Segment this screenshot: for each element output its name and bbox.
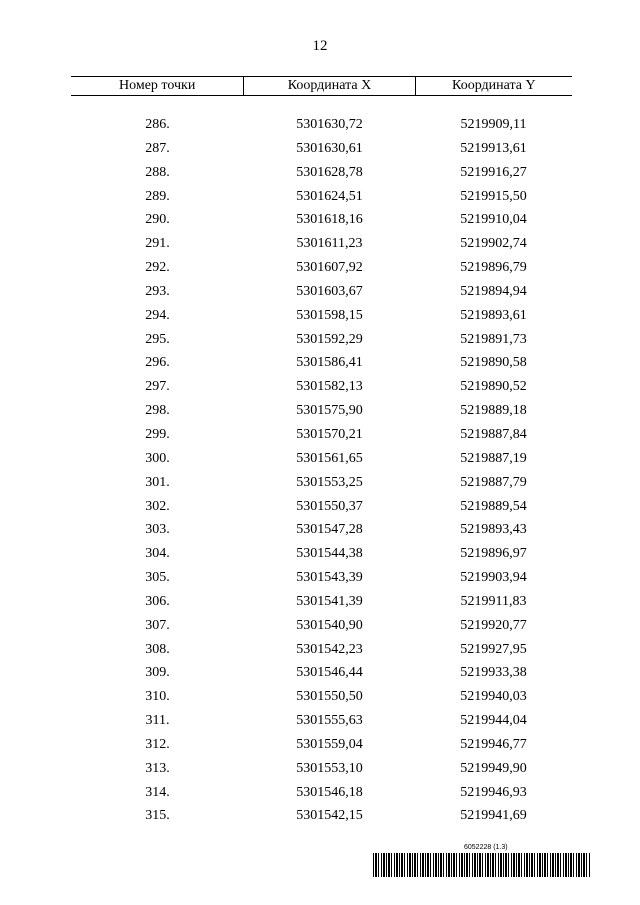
table-row [71,423,572,447]
coordinate-y-cell: 5219915,50 [460,188,527,204]
point-number-cell: 311. [145,713,170,729]
coordinate-x-cell: 5301592,29 [296,331,363,347]
document-code: 6052228 (1.3) [464,844,508,851]
coordinate-y-cell: 5219903,94 [460,570,527,586]
table-row [71,614,572,638]
coordinate-y-cell: 5219940,03 [460,689,527,705]
coordinate-y-cell: 5219891,73 [460,331,527,347]
table-row [71,399,572,423]
document-footer [373,844,591,878]
coordinate-y-cell: 5219927,95 [460,641,527,657]
table-body [71,96,572,828]
coordinate-x-cell: 5301598,15 [296,307,363,323]
table-row [71,137,572,161]
coordinate-y-cell: 5219916,27 [460,164,527,180]
coordinate-y-cell: 5219946,77 [460,736,527,752]
point-number-cell: 308. [145,641,170,657]
coordinate-x-cell: 5301550,50 [296,689,363,705]
point-number-cell: 309. [145,665,170,681]
coordinate-y-cell: 5219887,19 [460,450,527,466]
table-row [71,328,572,352]
coordinate-y-cell: 5219890,52 [460,379,527,395]
point-number-cell: 300. [145,450,170,466]
point-number-cell: 291. [145,236,170,252]
coordinate-y-cell: 5219889,54 [460,498,527,514]
point-number-cell: 306. [145,593,170,609]
table-row [71,256,572,280]
coordinate-x-cell: 5301570,21 [296,426,363,442]
table-row [71,661,572,685]
coordinate-y-cell: 5219933,38 [460,665,527,681]
coordinate-x-cell: 5301630,61 [296,140,363,156]
coordinate-x-cell: 5301547,28 [296,522,363,538]
point-number-cell: 313. [145,760,170,776]
coordinate-x-cell: 5301553,10 [296,760,363,776]
table-row [71,757,572,781]
point-number-cell: 301. [145,474,170,490]
coordinate-y-cell: 5219946,93 [460,784,527,800]
point-number-cell: 296. [145,355,170,371]
coordinate-x-cell: 5301544,38 [296,546,363,562]
coordinate-y-cell: 5219909,11 [460,117,527,132]
coordinate-x-cell: 5301559,04 [296,736,363,752]
point-number-cell: 310. [145,689,170,705]
table-row [71,781,572,805]
point-number-cell: 298. [145,403,170,419]
point-number-cell: 312. [145,736,170,752]
coordinate-y-cell: 5219913,61 [460,140,527,156]
coordinate-x-cell: 5301553,25 [296,474,363,490]
coordinate-y-cell: 5219893,43 [460,522,527,538]
header-coordinate-x: Координата X [243,77,414,95]
point-number-cell: 302. [145,498,170,514]
header-point-number: Номер точки [118,78,196,93]
coordinate-y-cell: 5219944,04 [460,713,527,729]
point-number-cell: 303. [145,522,170,538]
table-row [71,733,572,757]
coordinate-x-cell: 5301611,23 [296,236,363,252]
coordinate-x-cell: 5301546,18 [296,784,363,800]
point-number-cell: 295. [145,331,170,347]
coordinate-y-cell: 5219920,77 [460,617,527,633]
coordinate-x-cell: 5301618,16 [296,212,363,228]
coordinate-x-cell: 5301586,41 [296,355,363,371]
coordinate-y-cell: 5219896,97 [460,546,527,562]
coordinate-y-cell: 5219896,79 [460,260,527,276]
coordinate-y-cell: 5219889,18 [460,403,527,419]
point-number-cell: 293. [145,283,170,299]
page-number: 12 [312,38,328,54]
point-number-cell: 288. [145,164,170,180]
coordinate-y-cell: 5219902,74 [460,236,527,252]
coordinate-x-cell: 5301546,44 [296,665,363,681]
table-row [71,161,572,185]
table-row [71,685,572,709]
coordinate-y-cell: 5219887,84 [460,426,527,442]
coordinate-x-cell: 5301550,37 [296,498,363,514]
coordinate-y-cell: 5219949,90 [460,760,527,776]
point-number-cell: 305. [145,570,170,586]
coordinate-x-cell: 5301624,51 [296,188,363,204]
coordinate-x-cell: 5301542,23 [296,641,363,657]
coordinate-x-cell: 5301630,72 [296,117,363,132]
coordinate-y-cell: 5219893,61 [460,307,527,323]
coordinates-table [71,76,572,828]
point-number-cell: 307. [145,617,170,633]
table-row [71,542,572,566]
table-row [71,804,572,828]
point-number-cell: 304. [145,546,170,562]
coordinate-x-cell: 5301628,78 [296,164,363,180]
table-row [71,566,572,590]
table-header [71,76,572,96]
coordinate-x-cell: 5301542,15 [296,808,363,824]
table-row [71,304,572,328]
point-number-cell: 314. [145,784,170,800]
table-row [71,375,572,399]
point-number-cell: 290. [145,212,170,228]
table-row [71,471,572,495]
coordinate-x-cell: 5301603,67 [296,283,363,299]
coordinate-y-cell: 5219890,58 [460,355,527,371]
coordinate-x-cell: 5301575,90 [296,403,363,419]
coordinate-x-cell: 5301543,39 [296,570,363,586]
table-row [71,495,572,519]
coordinate-y-cell: 5219910,04 [460,212,527,228]
barcode [373,853,591,877]
table-row [71,113,572,137]
table-row [71,638,572,662]
point-number-cell: 286. [145,117,170,132]
coordinate-x-cell: 5301582,13 [296,379,363,395]
coordinate-y-cell: 5219887,79 [460,474,527,490]
coordinate-y-cell: 5219941,69 [460,808,527,824]
coordinate-x-cell: 5301540,90 [296,617,363,633]
point-number-cell: 297. [145,379,170,395]
point-number-cell: 315. [145,808,170,824]
coordinate-x-cell: 5301541,39 [296,593,363,609]
point-number-cell: 287. [145,140,170,156]
table-row [71,590,572,614]
coordinate-y-cell: 5219911,83 [460,593,527,609]
coordinate-x-cell: 5301555,63 [296,713,363,729]
header-coordinate-y: Координата Y [415,77,572,95]
coordinate-x-cell: 5301607,92 [296,260,363,276]
table-row [71,518,572,542]
table-row [71,351,572,375]
point-number-cell: 289. [145,188,170,204]
table-row [71,232,572,256]
table-row [71,280,572,304]
table-row [71,185,572,209]
coordinate-x-cell: 5301561,65 [296,450,363,466]
point-number-cell: 299. [145,426,170,442]
coordinate-y-cell: 5219894,94 [460,283,527,299]
table-row [71,447,572,471]
point-number-cell: 292. [145,260,170,276]
table-row [71,709,572,733]
table-row [71,208,572,232]
point-number-cell: 294. [145,307,170,323]
